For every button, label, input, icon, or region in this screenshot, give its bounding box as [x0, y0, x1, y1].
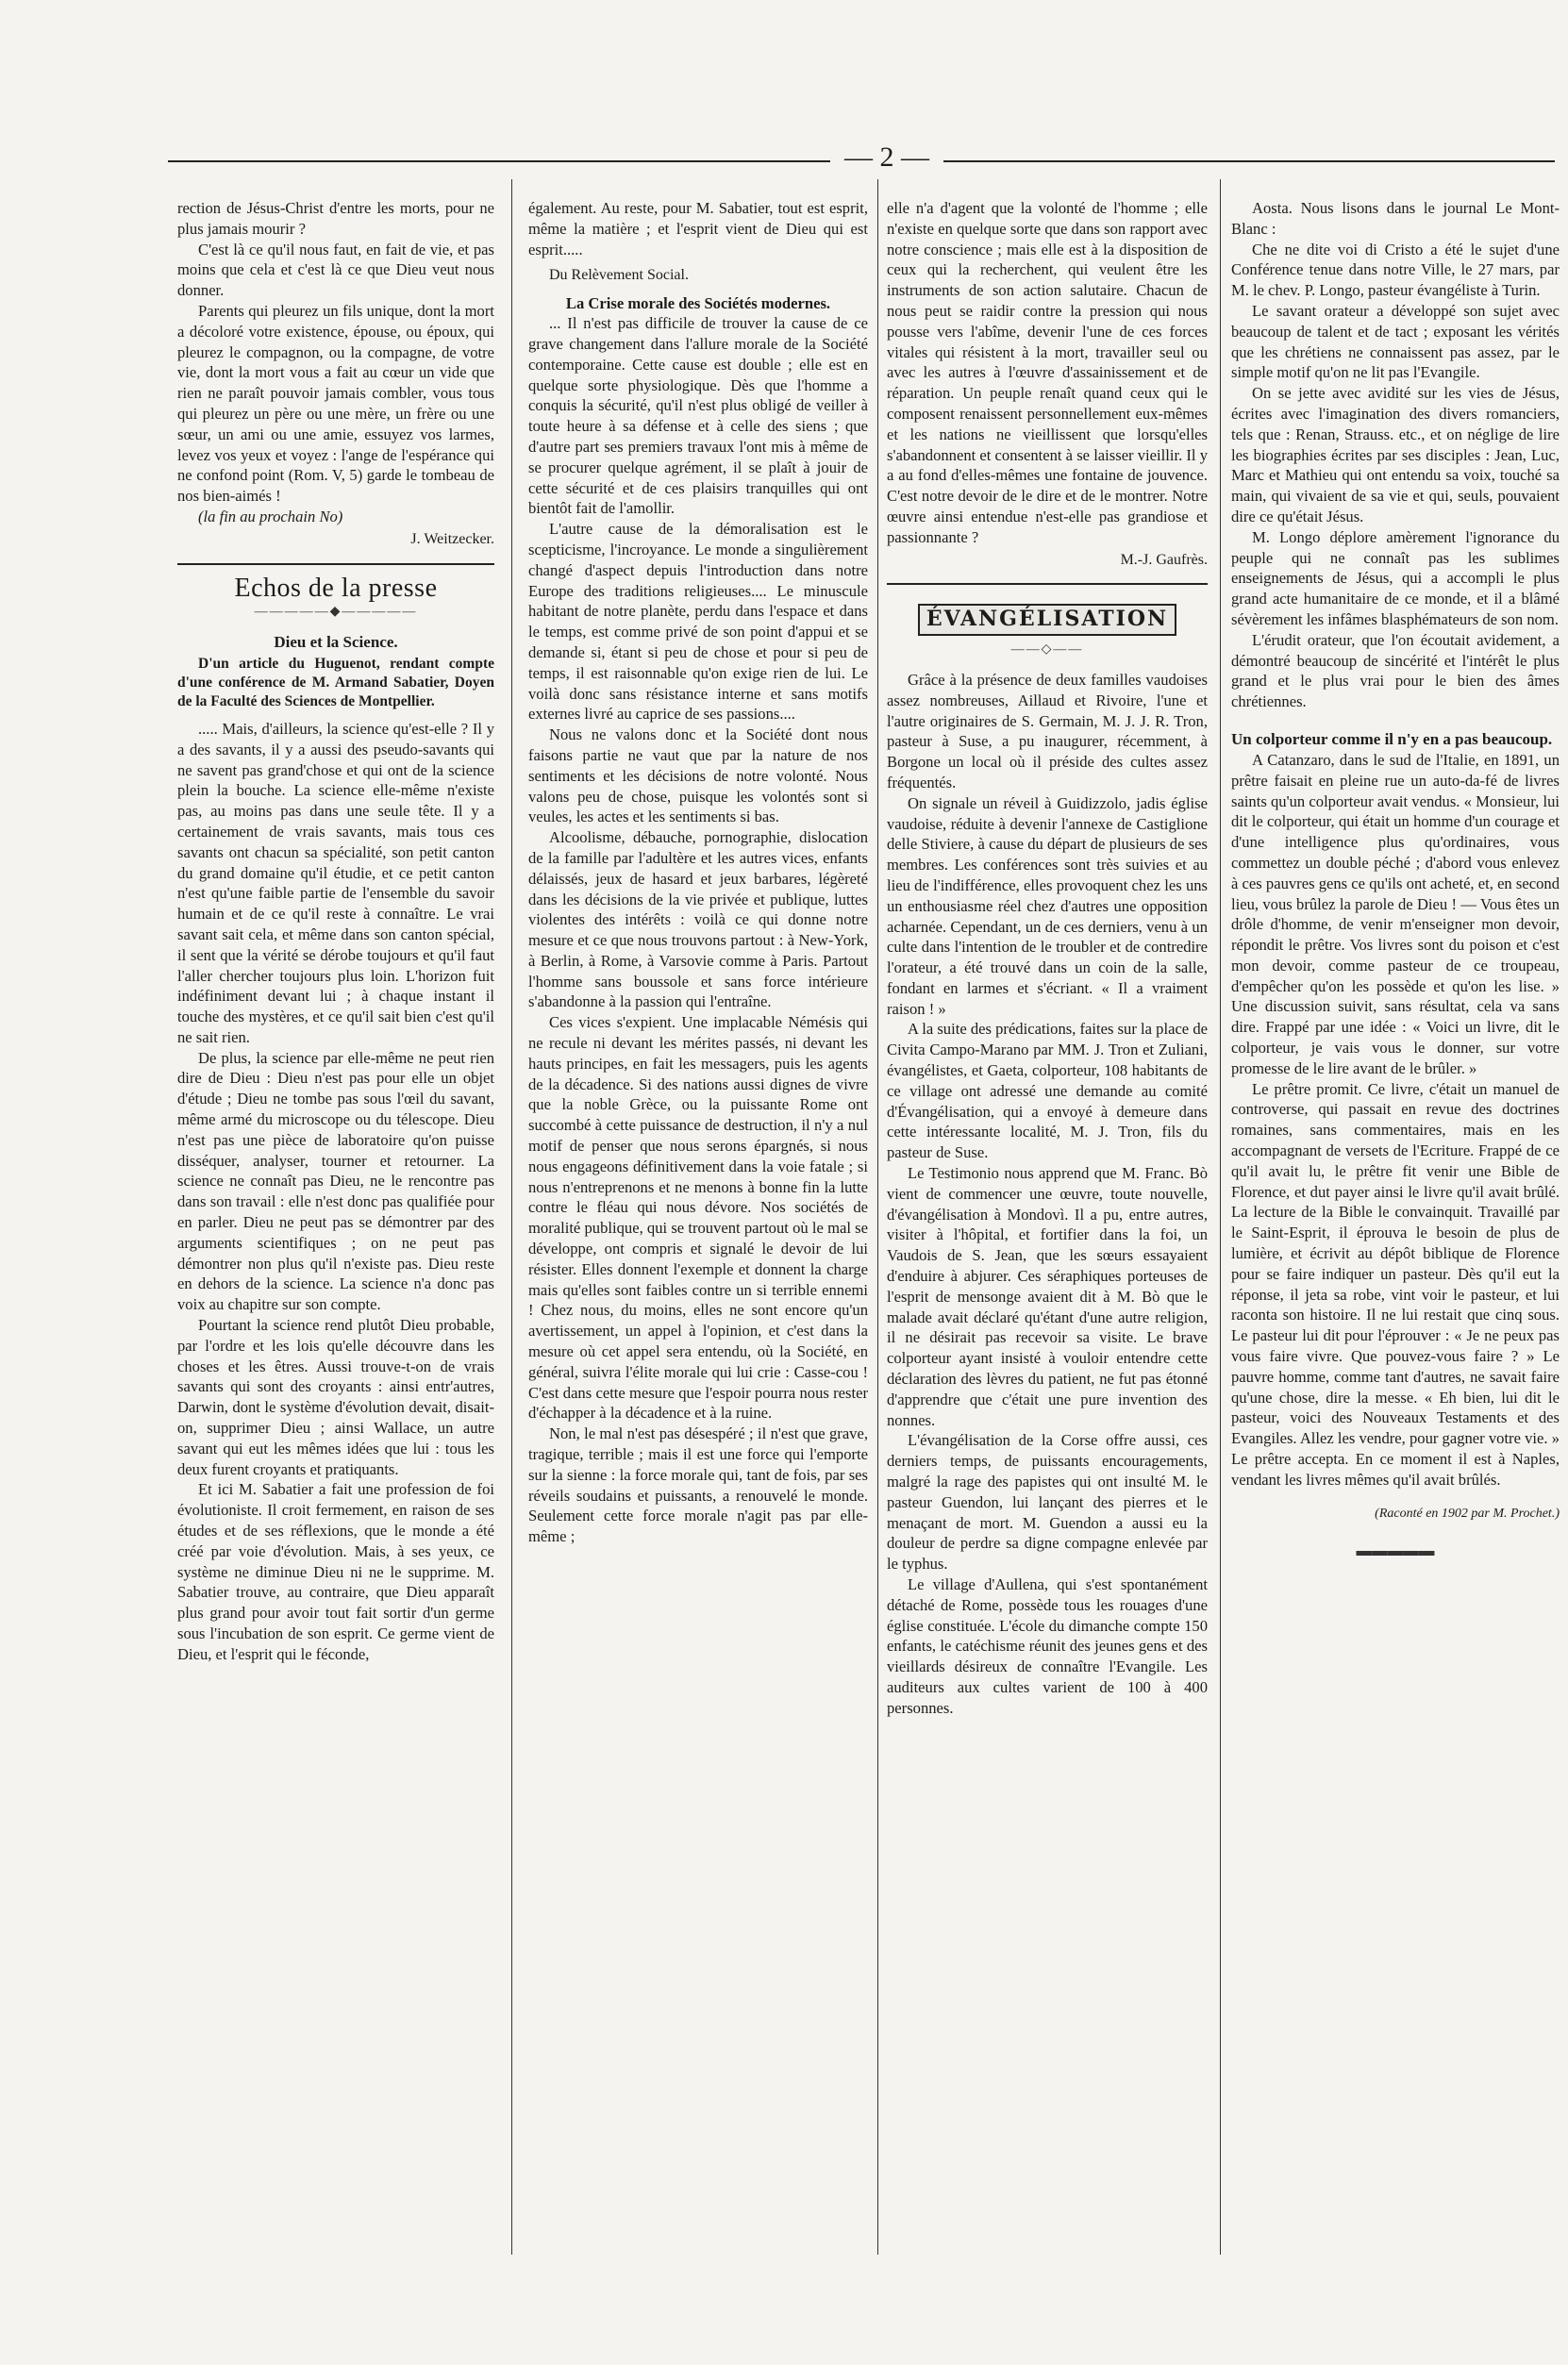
article-source: Du Relèvement Social. [549, 267, 689, 284]
article-headline: La Crise morale des Sociétés modernes. [565, 294, 831, 313]
paragraph: Le prêtre promit. Ce livre, c'était un manuel de controverse, qui passait en revue des doctrines romaines, sans commentaires, mais en les accompagnant de versets de l'Ecriture. Frappé de ce qu'il avait lu, le prêtre fit venir une Bible de Florence, et dut payer ainsi le livre qu'il avait brûlé. La lecture de la Bible le convainquit. Travaillé par le Saint-Esprit, il éprouva le besoin de plus de lumière, et écrivit au dépôt biblique de Florence pour se faire indiquer un pasteur. Dès qu'il eut la réponse, il jeta sa robe, vint voir le pasteur, et lui raconta son histoire. Il ne lui restait que cinq sous. Le pasteur lui dit pour l'éprouver : « Je ne peux pas vous faire vivre. Que pouvez-vous faire ? » Le pauvre homme, comme tant d'autres, ne savait faire qu'une chose, dire la messe. « Eh bien, lui dit le pasteur, voici des Nouveaux Testaments et des Evangiles. Allez les vendre, pour gagner votre vie. » Le prêtre accepta. En ce moment il est à Naples, vendant les livres mêmes qu'il avait brûlés. [1231, 1079, 1560, 1489]
column-1 [177, 198, 494, 1665]
page-number: — 2 — [830, 142, 943, 174]
paragraph: On se jette avec avidité sur les vies de Jésus, écrites avec l'imagination des divers romanciers, tels que : Renan, Strauss. etc., et on néglige de lire les biographies écrites par ses disciples : Jean, Luc, Marc et Mathieu qui ont entendu sa voix, touché sa main, qui vivaient de sa vie et qui, seuls, pouvaient dire ce qu'était Jésus. [1231, 384, 1560, 525]
paragraph: L'autre cause de la démoralisation est le scepticisme, l'incroyance. Le monde a singulièrement changé d'aspect depuis l'introduction dans notre Europe des traditions religieuses.... Le minuscule habitant de notre planète, perdu dans l'espace et dans le temps, est comme privé de son point d'appui et se demande si, étant si peu de chose et pour si peu de temps, il est raisonnable qu'on exige rien de lui. Le voilà donc sans résistance interne et sans motifs externes livré au caprice de ses passions.... [528, 520, 868, 724]
paragraph: Le savant orateur a développé son sujet avec beaucoup de talent et de tact ; exposant les vérités que les chrétiens ne connaissent pas assez, par le simple motif qu'on ne lit pas l'Evangile. [1231, 301, 1560, 382]
paragraph: A la suite des prédications, faites sur la place de Civita Campo-Marano par MM. J. Tron et Zuliani, évangélistes, et Gaeta, colporteur, 108 habitants de ce village ont adressé une demande au comité d'Évangélisation, qui a envoyé à demeure dans cette intéressante localité, M. J. Tron, fils du pasteur de Suse. [887, 1020, 1208, 1162]
column-4 [1231, 198, 1560, 1561]
paragraph: Non, le mal n'est pas désespéré ; il n'est que grave, tragique, terrible ; mais il est une force qui l'emporte sur la sienne : la force morale qui, tant de fois, par ses réveils soudains et puissants, a renouvelé le monde. Seulement cette force morale n'agit pas par elle-même ; [528, 1424, 868, 1546]
column-divider [877, 179, 878, 2255]
article-headline: Dieu et la Science. [274, 633, 398, 652]
paragraph: ..... Mais, d'ailleurs, la science qu'est-elle ? Il y a des savants, il y a aussi des pseudo-savants qui ne savent pas grand'chose et qui ont de la science plein la bouche. La science elle-même n'existe pas, au moins pas dans une seule tête. Il y a certainement de vrais savants, mais tous ces savants ont chacun sa spécialité, son petit canton du grand domaine qu'il étudie, et ce petit canton n'est qu'une faible partie de l'ensemble du savoir humain et de ce qu'il reste à connaître. Le vrai savant sait cela, et même dans son canton spécial, il sent que la vérité se dérobe toujours et qu'il faut l'aller chercher toujours plus loin. L'horizon fuit indéfiniment devant lui ; à chaque instant il touche des mystères, et ce qu'il sait bien c'est qu'il ne sait rien. [177, 719, 494, 1046]
column-2 [528, 198, 868, 1547]
paragraph: elle n'a d'agent que la volonté de l'homme ; elle n'existe en quelque sorte que dans son rapport avec notre conscience ; mais elle est à la disposition de ceux qui la recherchent, qui veulent être les instruments de son action salutaire. Chacun de nous peut se raidir contre la pression qui nous pousse vers l'abîme, devenir l'une de ces forces vitales qui résistent à la mort, travailler seul ou avec les autres à l'œuvre d'assainissement et de réparation. Un peuple renaît quand ceux qui le composent renaissent personnellement eux-mêmes et les nations ne vieillissent que lorsqu'elles s'abandonnent et consentent à se laisser vieillir. Il y a au fond d'elles-mêmes une fontaine de jouvence. C'est notre devoir de le dire et de le montrer. Notre œuvre ainsi entendue n'est-elle pas grandiose et passionnante ? [887, 199, 1208, 546]
paragraph: Alcoolisme, débauche, pornographie, dislocation de la famille par l'adultère et les autres vices, enfants délaissés, jeux de hasard et jeux barbares, légèreté dans les décisions de la vie privée et publique, luttes violentes des intérêts : voilà ce qui donne notre mesure et ce que nous trouvons partout : à New-York, à Berlin, à Rome, à Varsovie comme à Paris. Partout l'homme sans boussole et sans force intérieure s'abandonne à la passion qui l'entraîne. [528, 828, 868, 1011]
paragraph: Aosta. Nous lisons dans le journal Le Mont-Blanc : [1231, 199, 1560, 238]
paragraph: De plus, la science par elle-même ne peut rien dire de Dieu : Dieu n'est pas pour elle un objet d'étude ; Dieu ne tombe pas sous l'œil du savant, même armé du microscope ou du télescope. Dieu n'est pas une pièce de laboratoire qu'on puisse disséquer, analyser, tourner et retourner. La science ne connaît pas Dieu, ne le rencontre pas dans son travail : elle n'est donc pas qualifiée pour en parler. Dieu ne peut pas se démontrer par des arguments scientifiques ; on ne peut pas démontrer non plus qu'il n'existe pas. Dieu reste en dehors de la science. La science n'a donc pas voix au chapitre sur son compte. [177, 1048, 494, 1314]
paragraph: Et ici M. Sabatier a fait une profession de foi évolutioniste. Il croit fermement, en raison de ses études et de ses réflexions, que le monde a été créé par voie d'évolution. Mais, à ses yeux, ce système ne diminue Dieu ni ne le supprime. M. Sabatier trouve, au contraire, que Dieu apparaît plus grand pour avoir tout fait sortir d'un germe sous l'incubation de son esprit. Ce germe vient de Dieu, et l'esprit qui le féconde, [177, 1480, 494, 1663]
paragraph: A Catanzaro, dans le sud de l'Italie, en 1891, un prêtre faisait en pleine rue un auto-da-fé de livres saints qu'un colporteur avait vendus. « Monsieur, lui dit le colporteur, qui était un homme d'un courage et d'une intelligence plus qu'ordinaires, vous commettez un double péché ; d'abord vous enlevez à ces pauvres gens ce qu'ils ont acheté, et, en second lieu, vous brûlez la parole de Dieu ! — Vous êtes un drôle d'homme, de venir m'enseigner mon devoir, répondit le prêtre. Vos livres sont du poison et c'est mon devoir, comme pasteur de ce troupeau, d'empêcher qu'on les possède et qu'on les lise. » Une discussion suivit, sans résultat, cela va sans dire. Frappé par une idée : « Voici un livre, dit le colporteur, je vais vous le donner, sur votre promesse de le lire avant de le brûler. » [1231, 750, 1560, 1077]
column-3 [887, 198, 1208, 1719]
ornament-divider: —————◆————— [254, 605, 418, 620]
section-title: Echos de la presse [234, 573, 438, 603]
paragraph: L'évangélisation de la Corse offre aussi, ces derniers temps, de puissants encouragements, malgré la rage des papistes qui ont insulté M. le pasteur Guendon, lui lançant des pierres et le menaçant de mort. M. Guendon a aussi eu la douleur de perdre sa digne compagne enlevée par le typhus. [887, 1431, 1208, 1574]
section-rule [887, 583, 1208, 585]
paragraph: Pourtant la science rend plutôt Dieu probable, par l'ordre et les lois qu'elle découvre dans les choses et les êtres. Aussi trouve-t-on de vrais savants qui sont des croyants : ainsi entr'autres, Darwin, dont le système d'évolution devait, disait-on, supprimer Dieu ; ainsi Wallace, un autre savant qui eut les mêmes idées que lui : tous les deux furent croyants et pratiquants. [177, 1316, 494, 1478]
paragraph: Grâce à la présence de deux familles vaudoises assez nombreuses, Aillaud et Rivoire, l'une et l'autre originaires de S. Germain, M. J. J. R. Tron, pasteur à Suse, a pu inaugurer, récemment, à Borgone un local où il préside des cultes assez fréquentés. [887, 670, 1208, 791]
continuation-note: (la fin au prochain No) [198, 507, 343, 525]
column-divider [511, 179, 512, 2255]
paragraph: également. Au reste, pour M. Sabatier, tout est esprit, même la matière ; et l'esprit vient de Dieu qui est esprit..... [528, 199, 868, 258]
paragraph: C'est là ce qu'il nous faut, en fait de vie, et pas moins que cela et c'est là ce que Dieu veut nous donner. [177, 240, 494, 300]
section-title: ÉVANGÉLISATION [918, 604, 1176, 636]
column-divider [1220, 179, 1221, 2255]
article-credit: (Raconté en 1902 par M. Prochet.) [1375, 1506, 1560, 1521]
paragraph: ... Il n'est pas difficile de trouver la cause de ce grave changement dans l'allure morale de la Société contemporaine. Cette cause est double ; elle est en quelque sorte physiologique. Dès que l'homme a conquis la sécurité, qu'il n'est plus obligé de veiller à toute heure à sa défense et à celle des siens ; que d'autre part ses premiers travaux l'ont mis à même de se procurer quelque agrément, il se plaît à jouir de cette sécurité et de ces plaisirs tranquilles qui ont bientôt fait de l'amollir. [528, 314, 868, 518]
paragraph: L'érudit orateur, que l'on écoutait avidement, a démontré beaucoup de sincérité et l'intérêt le plus grand et le plus vrai pour le bien des âmes chrétiennes. [1231, 630, 1560, 711]
end-ornament: ▬▬▬▬▬ [1356, 1541, 1435, 1560]
paragraph: Che ne dite voi di Cristo a été le sujet d'une Conférence tenue dans notre Ville, le 27 mars, par M. le chev. P. Longo, pasteur évangéliste à Turin. [1231, 240, 1560, 300]
author-signature: M.-J. Gaufrès. [1120, 551, 1208, 568]
paragraph: Parents qui pleurez un fils unique, dont la mort a décoloré votre existence, épouse, ou époux, qui pleurez le compagnon, ou la compagne, de votre vie, dont la mort vous a fait au cœur un vide que rien ne paraît pouvoir jamais combler, vous tous qui pleurez un père ou une mère, un frère ou une sœur, un ami ou une amie, essuyez vos larmes, levez vos yeux et voyez : l'ange de l'espérance qui ne confond point (Rom. V, 5) garde le tombeau de nos bien-aimés ! [177, 301, 494, 506]
paragraph: Ces vices s'expient. Une implacable Némésis qui ne recule ni devant les mérites passés, ni devant les hauts principes, en fait les messagers, puis les agents de la décadence. Si des nations aussi dignes de vivre que la noble Grèce, ou la puissante Rome ont succombé à cette puissance de destruction, il n'y a nul motif de penser que nous serons épargnés, si nous nous engageons définitivement dans la voie fatale ; si nous n'entreprenons et ne menons à bonne fin la lutte contre le fléau qui nous dévore. Nos sociétés de moralité publique, qui se trouvent partout où le mal se développe, ont compris et signalé le devoir de lui résister. Elles donnent l'exemple et donnent la charge mais qu'elles sont faibles contre un si terrible ennemi ! Chez nous, du moins, elles ne sont encore qu'un avertissement, un appel à l'opinion, et c'est dans la mesure où cet appel sera entendu, où la Société, en général, suivra l'élite morale qui lui crie : Casse-cou ! C'est dans cette mesure que l'espoir pourra nous rester d'échapper à la décadence et à la ruine. [528, 1013, 868, 1423]
paragraph: On signale un réveil à Guidizzolo, jadis église vaudoise, réduite à devenir l'annexe de Castiglione delle Stiviere, à cause du départ de plusieurs de ses membres. Les conférences sont très suivies et au lieu de l'indifférence, elles provoquent chez les uns un enthousiasme réel chez d'autres une opposition acharnée. Cependant, un de ces derniers, venu à un culte dans l'intention de le troubler et de contredire l'orateur, a été trouvé dans un coin de la salle, fondant en larmes et s'écriant. « Il a vraiment raison ! » [887, 793, 1208, 1018]
paragraph: Nous ne valons donc et la Société dont nous faisons partie ne vaut que par la nature de nos sentiments et les décisions de notre volonté. Nous valons peu de chose, puisque les volontés sont si veules, les actes et les sentiments si bas. [528, 725, 868, 826]
article-intro: D'un article du Huguenot, rendant compte d'une conférence de M. Armand Sabatier, Doyen de la Faculté des Sciences de Montpellier. [177, 655, 494, 709]
author-signature: J. Weitzecker. [410, 530, 494, 547]
paragraph: rection de Jésus-Christ d'entre les morts, pour ne plus jamais mourir ? [177, 199, 494, 238]
paragraph: Le Testimonio nous apprend que M. Franc. Bò vient de commencer une œuvre, toute nouvelle, d'évangélisation à Mondovì. Il a pu, entre autres, visiter à l'hôpital, et fortifier dans la foi, un Vaudois de S. Jean, que les sœurs essayaient d'enduire à abjurer. Ces séraphiques porteuses de l'esprit de mensonge avaient dit à M. Bò que le malade avait déclaré qu'étant d'une autre religion, il ne désirait pas recevoir sa visite. Le brave colporteur ayant insisté à vouloir entendre cette déclaration des lèvres du patient, ne fut pas étonné d'apprendre que c'était une pure invention des nonnes. [887, 1164, 1208, 1429]
paragraph: M. Longo déplore amèrement l'ignorance du peuple qui ne connaît pas les sublimes enseignements de Jésus, qui a accompli le plus grand acte humanitaire de ce monde, et il a blâmé sévèrement les infâmes blasphémateurs de son nom. [1231, 527, 1560, 628]
article-headline: Un colporteur comme il n'y en a pas beaucoup. [1231, 729, 1553, 748]
paragraph: Le village d'Aullena, qui s'est spontanément détaché de Rome, possède tous les rouages d'une église constituée. L'école du dimanche compte 150 enfants, le catéchisme réunit des jeunes gens et des vieillards désireux de connaître l'Evangile. Les auditeurs aux cultes varient de 100 à 400 personnes. [887, 1575, 1208, 1717]
ornament-divider: ——◇—— [1010, 642, 1084, 658]
section-rule [177, 563, 494, 565]
